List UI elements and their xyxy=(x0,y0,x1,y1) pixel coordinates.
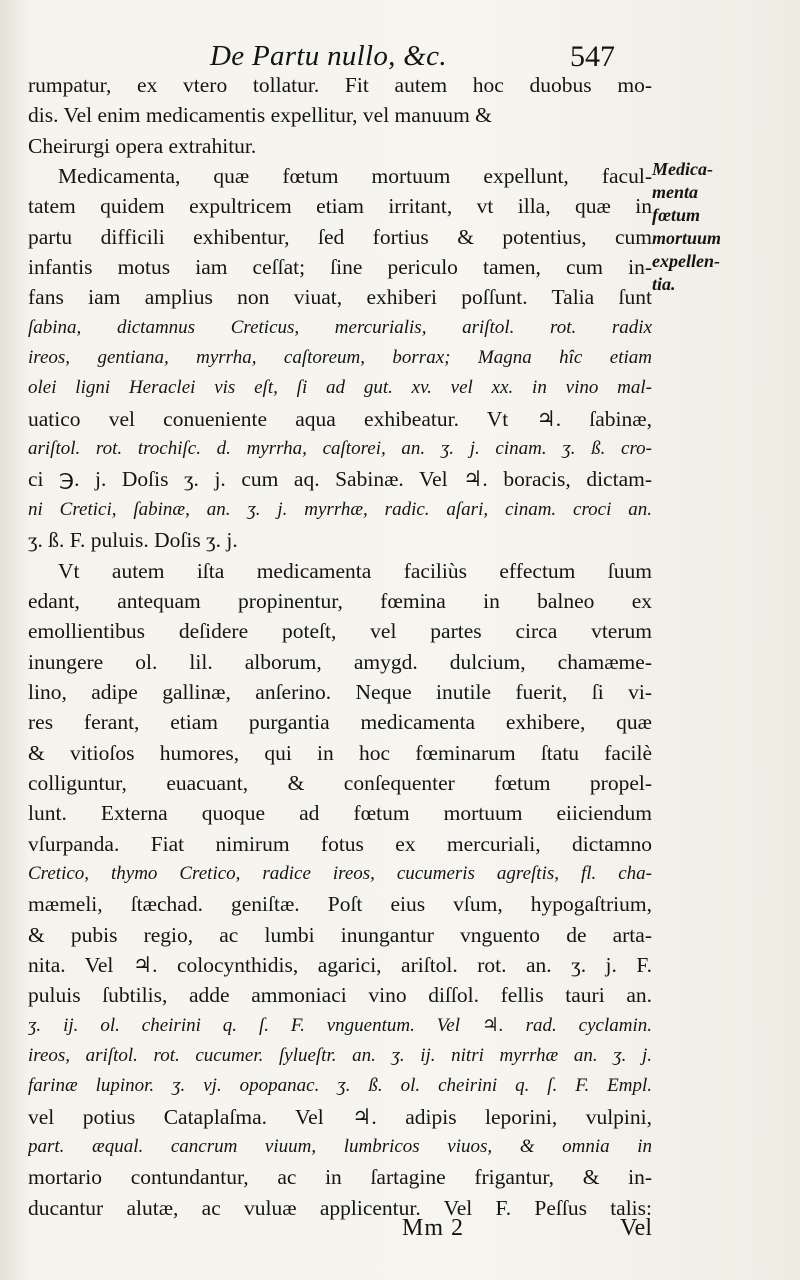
marginal-note-line: expellen- xyxy=(652,251,720,271)
text-line: colliguntur, euacuant, & conſequenter fœtum propel- xyxy=(28,770,652,795)
marginal-note-line: tia. xyxy=(652,274,676,294)
text-line: nita. Vel ♃. colocynthidis, agarici, ariſtol. rot. an. ʒ. j. F. xyxy=(28,952,652,977)
text-line: part. æqual. cancrum viuum, lumbricos viuos, & omnia in xyxy=(28,1136,652,1158)
text-line: & pubis regio, ac lumbi inungantur vnguento de arta- xyxy=(28,922,652,947)
text-line: & vitioſos humores, qui in hoc fœminarum ſtatu facilè xyxy=(28,740,652,765)
text-line: ireos, ariſtol. rot. cucumer. ſylueſtr. an. ʒ. ij. nitri myrrhæ an. ʒ. j. xyxy=(28,1045,652,1066)
marginal-note-line: menta xyxy=(652,182,699,202)
text-line: olei ligni Heraclei vis eſt, ſi ad gut. xv. vel xx. in vino mal- xyxy=(28,377,652,399)
marginal-note-line: Medica- xyxy=(652,159,713,179)
marginal-note-line: fœtum xyxy=(652,205,701,225)
running-title: De Partu nullo, &c. xyxy=(210,40,447,72)
text-line: rumpatur, ex vtero tollatur. Fit autem hoc duobus mo- xyxy=(28,73,652,97)
text-line: lunt. Externa quoque ad fœtum mortuum eiiciendum xyxy=(28,801,652,826)
text-line: Vt autem iſta medicamenta faciliùs effectum ſuum xyxy=(58,558,652,583)
text-line: ʒ. ß. F. puluis. Doſis ʒ. j. xyxy=(28,528,238,553)
text-line: mæmeli, ſtæchad. geniſtæ. Poſt eius vſum, hypogaſtrium, xyxy=(28,892,652,917)
text-line: ni Cretici, ſabinæ, an. ʒ. j. myrrhæ, radic. aſari, cinam. croci an. xyxy=(28,498,652,520)
text-line: lino, adipe gallinæ, anſerino. Neque inutile fuerit, ſi vi- xyxy=(28,679,652,704)
text-line: tatem quidem expultricem etiam irritant, vt illa, quæ in xyxy=(28,194,652,219)
text-line: edant, antequam propinentur, fœmina in balneo ex xyxy=(28,588,652,613)
text-line: farinæ lupinor. ʒ. vj. opopanac. ʒ. ß. ol. cheirini q. ſ. F. Empl. xyxy=(28,1075,652,1097)
text-line: ireos, gentiana, myrrha, caſtoreum, borrax; Magna hîc etiam xyxy=(28,347,652,369)
text-line: partu difficili exhibentur, ſed fortius & potentius, cum xyxy=(28,224,652,249)
text-line: Cretico, thymo Cretico, radice ireos, cucumeris agreſtis, fl. cha- xyxy=(28,862,652,884)
catchword: Vel xyxy=(620,1215,652,1241)
text-line: dis. Vel enim medicamentis expellitur, vel manuum & xyxy=(28,103,492,128)
text-line: Medicamenta, quæ fœtum mortuum expellunt, facul- xyxy=(58,164,652,189)
text-line: Cheirurgi opera extrahitur. xyxy=(28,133,257,158)
body-text xyxy=(28,70,652,1223)
marginal-note-line: mortuum xyxy=(652,228,722,248)
page-footer xyxy=(0,1215,800,1255)
text-line: ʒ. ij. ol. cheirini q. ſ. F. vnguentum. Vel ♃. rad. cyclamin. xyxy=(28,1014,652,1036)
text-line: ci ℈. j. Doſis ʒ. j. cum aq. Sabinæ. Vel ♃. boracis, dictam- xyxy=(28,467,652,492)
text-line: emollientibus deſidere poteſt, vel partes circa vterum xyxy=(28,619,652,644)
page-number: 547 xyxy=(570,40,615,73)
text-line: vel potius Cataplaſma. Vel ♃. adipis leporini, vulpini, xyxy=(28,1104,652,1129)
marginal-note xyxy=(652,158,792,296)
text-line: ducantur alutæ, ac vuluæ applicentur. Vel F. Peſſus talis: xyxy=(28,1195,652,1220)
text-line: inungere ol. lil. alborum, amygd. dulcium, chamæme- xyxy=(28,649,652,674)
text-line: vſurpanda. Fiat nimirum fotus ex mercuriali, dictamno xyxy=(28,831,652,856)
text-line: fans iam amplius non viuat, exhiberi poſſunt. Talia ſunt xyxy=(28,285,652,310)
text-line: ſabina, dictamnus Creticus, mercurialis, ariſtol. rot. radix xyxy=(28,316,652,338)
text-line: puluis ſubtilis, adde ammoniaci vino diſſol. fellis tauri an. xyxy=(28,983,652,1008)
text-line: infantis motus iam ceſſat; ſine periculo tamen, cum in- xyxy=(28,255,652,280)
text-line: uatico vel conueniente aqua exhibeatur. Vt ♃. ſabinæ, xyxy=(28,406,652,431)
text-line: mortario contundantur, ac in ſartagine frigantur, & in- xyxy=(28,1165,652,1190)
text-line: ariſtol. rot. trochiſc. d. myrrha, caſtorei, an. ʒ. j. cinam. ʒ. ß. cro- xyxy=(28,438,652,460)
text-line: res ferant, etiam purgantia medicamenta exhibere, quæ xyxy=(28,710,652,735)
signature-mark: Mm 2 xyxy=(402,1215,465,1241)
